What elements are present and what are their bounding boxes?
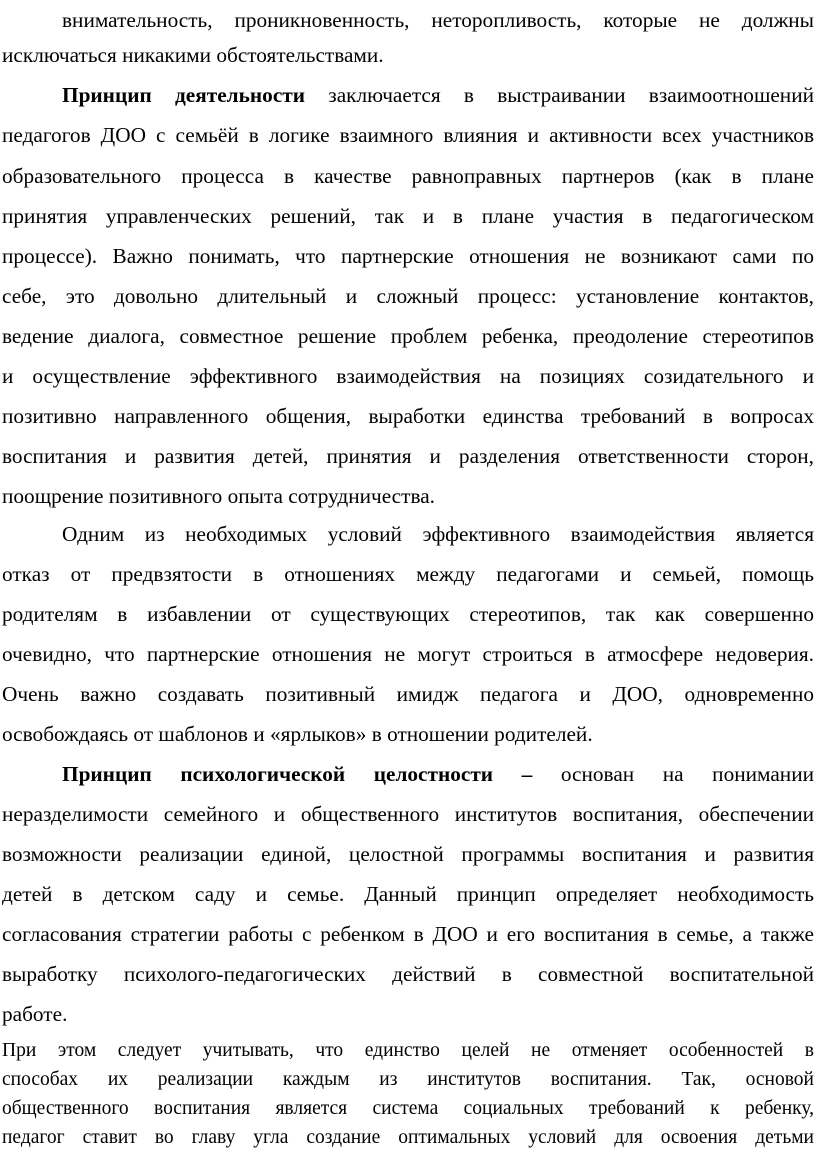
principle-heading-line xyxy=(62,756,814,792)
text-line: внимательность, проникновенность, неторопливость, которые не должны xyxy=(62,8,814,32)
text-line: работе. xyxy=(2,1002,68,1026)
principle-title: Принцип психологической целостности – xyxy=(62,762,533,786)
text-line: поощрение позитивного опыта сотрудничества. xyxy=(2,484,435,508)
text-line: очевидно, что партнерские отношения не могут строиться в атмосфере недоверия. xyxy=(2,642,814,666)
text-line: возможности реализации единой, целостной программы воспитания и развития xyxy=(2,842,814,866)
text-fragment: заключается в выстраивании взаимоотношений xyxy=(305,83,814,107)
text-line: педагог ставит во главу угла создание оптимальных условий для освоения детьми xyxy=(2,1127,814,1148)
text-line: и осуществление эффективного взаимодействия на позициях созидательного и xyxy=(2,364,814,388)
text-line: согласования стратегии работы с ребенком в ДОО и его воспитания в семье, а также xyxy=(2,922,814,946)
text-line: выработку психолого-педагогических действий в совместной воспитательной xyxy=(2,962,814,986)
text-line: общественного воспитания является система социальных требований к ребенку, xyxy=(2,1098,814,1119)
text-line: отказ от предвзятости в отношениях между педагогами и семьей, помощь xyxy=(2,562,814,586)
text-line: исключаться никакими обстоятельствами. xyxy=(2,43,384,67)
text-line: себе, это довольно длительный и сложный процесс: установление контактов, xyxy=(2,284,814,308)
text-line: педагогов ДОО с семьёй в логике взаимного влияния и активности всех участников xyxy=(2,123,814,147)
text-line: способах их реализации каждым из институтов воспитания. Так, основой xyxy=(2,1069,814,1090)
text-line: При этом следует учитывать, что единство целей не отменяет особенностей в xyxy=(2,1040,814,1061)
principle-title: Принцип деятельности xyxy=(62,83,306,107)
text-line: воспитания и развития детей, принятия и разделения ответственности сторон, xyxy=(2,444,814,468)
text-line: образовательного процесса в качестве равноправных партнеров (как в плане xyxy=(2,164,814,188)
text-fragment: основан на понимании xyxy=(532,762,814,786)
text-line: Очень важно создавать позитивный имидж педагога и ДОО, одновременно xyxy=(2,682,814,706)
principle-heading-line xyxy=(62,77,814,113)
text-line: детей в детском саду и семье. Данный принцип определяет необходимость xyxy=(2,882,814,906)
text-line: Одним из необходимых условий эффективного взаимодействия является xyxy=(62,522,814,546)
text-line: неразделимости семейного и общественного институтов воспитания, обеспечении xyxy=(2,802,814,826)
text-line: принятия управленческих решений, так и в плане участия в педагогическом xyxy=(2,204,814,228)
text-line: позитивно направленного общения, выработки единства требований в вопросах xyxy=(2,404,814,428)
text-line: освобождаясь от шаблонов и «ярлыков» в отношении родителей. xyxy=(2,722,593,746)
text-line: процессе). Важно понимать, что партнерские отношения не возникают сами по xyxy=(2,244,814,268)
text-line: родителям в избавлении от существующих стереотипов, так как совершенно xyxy=(2,602,814,626)
text-line: ведение диалога, совместное решение проблем ребенка, преодоление стереотипов xyxy=(2,324,814,348)
